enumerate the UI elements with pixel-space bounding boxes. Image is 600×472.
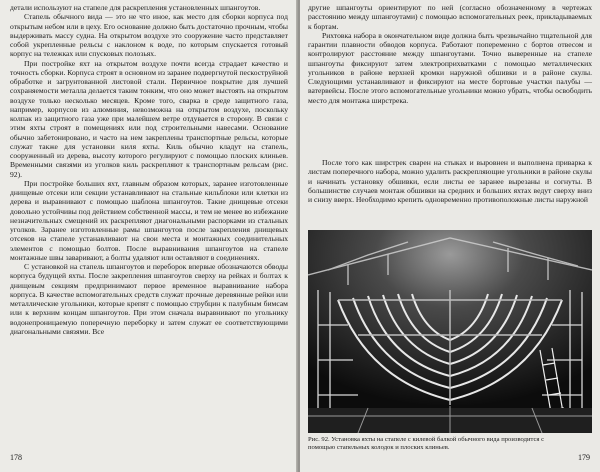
page-number: 178 [10, 453, 22, 462]
paragraph: другие шпангоуты ориентируют по ней (согласно обозначенному в чертежах расстоянию между шпангоутами) с помощью вспомогательных реек, прикладываемых к бортам. [308, 3, 592, 31]
yacht-frames-photo-illustration [308, 230, 592, 433]
paragraph: При постройке яхт на открытом воздухе почти всегда страдает качество и точность сборки. Корпуса строят в основном из заранее подвергнутой пескоструйной обработке и загрунтованной листовой стали. Первичное покрытие для лучшей сохраняемости металла делается таким тонким, что оно может выстоять на открытом воздухе только несколько месяцев. Кроме того, сварка в среде защитного газа, например, корпусов из алюминия, невозможна на открытом воздухе, поскольку колпак из защитного газа уже при малейшем ветре отдувается в сторону. В связи с этим яхты строят в помещениях или под строительными навесами. Основание обычно забетонировано, и часто на нем закреплены транспортные рельсы, которые служат также для установки киля яхты. Киль обычно кладут на стапель, сооруженный из дерева, высоту которого регулируют с помощью плоских клиньев. Временными связями из уголков киль раскрепляют к транспортным рельсам (рис. 92). [10, 58, 288, 179]
left-page [0, 0, 297, 472]
paragraph: Стапель обычного вида — это не что иное, как место для сборки корпуса под открытым небом или в цеху. Его основание должно быть достаточно прочным, чтобы выдерживать массу судна. На открытом воздухе это сооружение часто представляет собой укрепленные рельсы с наклоном к воде, по которым спускается готовый корпус на тележках или спусковых полозьях. [10, 12, 288, 59]
left-text-column [10, 3, 288, 336]
paragraph: детали используют на стапеле для раскрепления установленных шпангоутов. [10, 3, 261, 12]
paragraph: После того как ширстрек сварен на стыках и выровнен и выполнена приварка к листам поперечного набора, можно удалить раскрепляющие угольники в районе скулы и начинать установку обшивки, если листы ее заранее вырезаны и согнуты. В большинстве случаев монтаж обшивки на средних и больших яхтах ведут сверху вниз и снизу вверх. Необходимо крепить одновременно противоположные листы наружной [308, 158, 592, 204]
figure-caption: Рис. 92. Установка яхты на стапеле с килевой балкой обычного вида производится с помощью стапельных колодок и плоских клиньев. [308, 436, 545, 451]
right-text-column-mid [308, 158, 592, 204]
page-number: 179 [578, 453, 590, 462]
paragraph: При постройке больших яхт, главным образом которых, заранее изготовленные днищевые отсеки или секции устанавливают на стальные кильблоки или клетки из дерева и выравнивают с помощью шаблона шпангоутов. Такие днищевые отсеки довольно устойчивы под действием собственной массы, и тем не менее во избежание незначительных смещений их раскрепляют диагональными распорками из стальных уголков. Заранее изготовленные рамы шпангоутов после закрепления днищевых отсеков на стапеле устанавливают на свои места и монтажных соединительных элементов с помощью болтов. После выравнивания шпангоутов на стапеле монтажные швы заваривают, а болты удаляют или оставляют в соединениях. [10, 178, 288, 262]
paragraph: С установкой на стапель шпангоутов и переборок впервые обозначаются обводы корпуса будущей яхты. После закрепления шпангоутов сверху на рейках и болтах к днищевым секциям предпринимают первое временное выравнивание набора корпуса. В качестве вспомогательных средств служат прочные деревянные рейки или металлические угольники, которые крепят с помощью струбцин к палубным бимсам или к верхним концам шпангоутов. При этом сначала выравнивают по угольнику водонепроницаемую поперечную переборку и затем служат ее соответствующими диагональными связями. Все [10, 262, 288, 336]
figure-92-photo [308, 230, 592, 433]
right-text-column-top [308, 3, 592, 105]
right-page [300, 0, 600, 472]
paragraph: Рихтовка набора в окончательном виде должна быть чрезвычайно тщательной для гарантии плавности обводов корпуса. Работают попеременно с бортов отвесом и контролируют расстояние между шпангоутами. Точно выверенные на стапеле шпангоуты фиксируют затем электроприхватками с помощью металлических угольников в районе верхней кромки наружной обшивки и в районе скулы. Следующими устанавливают и фиксируют на месте бортовые участки палубы — ватервейсы. После этого вспомогательные угольники можно убрать, чтобы освободить место для монтажа ширстрека. [308, 30, 592, 105]
